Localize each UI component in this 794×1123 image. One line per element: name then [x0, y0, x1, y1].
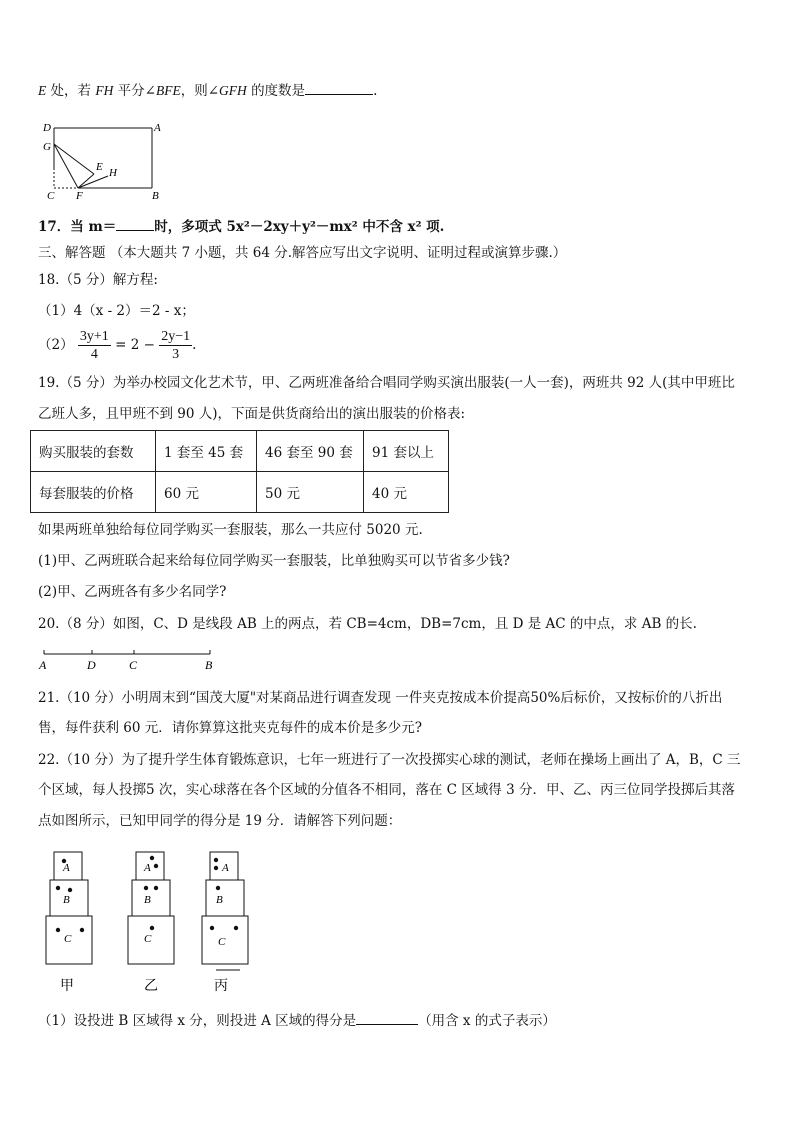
table-cell: 46 套至 90 套	[257, 431, 364, 472]
question-21-line2: 售，每件获利 60 元．请你算算这批夹克每件的成本价是多少元?	[38, 720, 422, 736]
table-cell: 91 套以上	[364, 431, 449, 472]
point-e-label: E	[38, 83, 47, 98]
fig-label-g: G	[43, 141, 51, 153]
segment-figure	[36, 648, 226, 674]
label-b: B	[63, 894, 70, 906]
section-3-heading: 三、解答题 （本大题共 7 小题，共 64 分.解答应写出文字说明、证明过程或演算步骤.）	[38, 245, 567, 261]
label-a: A	[144, 862, 151, 874]
label-c: C	[64, 933, 72, 945]
fig-label-c: C	[47, 190, 55, 202]
name-bing: 丙	[214, 979, 228, 994]
target-bing	[202, 852, 248, 970]
rectangle-fold-figure	[36, 116, 166, 202]
label-a: A	[222, 862, 229, 874]
question-19-line2: 乙班人多，且甲班不到 90 人)，下面是供货商给出的演出服装的价格表:	[38, 406, 466, 422]
target-jia	[46, 852, 92, 964]
answer-blank[interactable]	[305, 80, 373, 95]
throw-targets-figure	[40, 846, 280, 998]
fig-label-e: E	[96, 161, 103, 173]
target-yi	[128, 852, 174, 964]
question-22-line1: 22.（10 分）为了提升学生体育锻炼意识，七年一班进行了一次投掷实心球的测试，老师在操场上画出了 A，B，C 三	[38, 752, 741, 768]
answer-blank[interactable]	[116, 216, 154, 231]
price-table	[30, 430, 449, 513]
fig-label-b: B	[152, 190, 159, 202]
table-cell: 40 元	[364, 472, 449, 513]
seg-label-a: A	[39, 658, 47, 672]
question-19-line3: 如果两班单独给每位同学购买一套服装，那么一共应付 5020 元.	[38, 522, 423, 538]
fraction-2: $\frac{2y-1}{3}$	[161, 329, 191, 362]
label-b: B	[144, 894, 151, 906]
answer-blank[interactable]	[356, 1010, 418, 1025]
fig-label-a: A	[154, 122, 161, 134]
question-18-part1: （1）4（x - 2）＝2 - x；	[38, 303, 195, 319]
fig-label-h: H	[109, 167, 117, 179]
table-row	[31, 431, 449, 472]
question-17: 17．当 m＝ 时，多项式 5x²－2xy＋y²－mx² 中不含 x² 项.	[38, 216, 444, 237]
question-22-sub1: （1）设投进 B 区域得 x 分，则投进 A 区域的得分是 （用含 x 的式子表示）	[38, 1010, 556, 1031]
question-20: 20.（8 分）如图，C、D 是线段 AB 上的两点，若 CB=4cm，DB=7cm，且 D 是 AC 的中点，求 AB 的长.	[38, 616, 697, 632]
table-cell: 每套服装的价格	[31, 472, 156, 513]
question-22-line3: 点如图所示，已知甲同学的得分是 19 分．请解答下列问题：	[38, 813, 402, 829]
table-cell: 1 套至 45 套	[156, 431, 257, 472]
table-row	[31, 472, 449, 513]
question-21-line1: 21.（10 分）小明周末到“国茂大厦"对某商品进行调查发现 一件夹克按成本价提高50%后标价，又按标价的八折出	[38, 690, 723, 706]
question-22-line2: 个区域，每人投掷5 次，实心球落在各个区域的分值各不相同，落在 C 区域得 3 分．甲、乙、丙三位同学投掷后其落	[38, 782, 735, 798]
question-18-title: 18.（5 分）解方程:	[38, 272, 158, 288]
label-b: B	[216, 894, 223, 906]
fig-label-f: F	[76, 190, 83, 202]
question-18-part2: （2） $\frac{3y+1}{4}$ = 2 − $\frac{2y-1}{3}$ .	[38, 329, 197, 362]
name-jia: 甲	[60, 979, 74, 994]
question-19-sub1: (1)甲、乙两班联合起来给每位同学购买一套服装，比单独购买可以节省多少钱?	[38, 553, 510, 569]
label-c: C	[144, 933, 152, 945]
seg-label-c: C	[129, 658, 138, 672]
seg-label-d: D	[87, 658, 96, 672]
table-cell: 60 元	[156, 472, 257, 513]
label-a: A	[63, 862, 70, 874]
label-c: C	[218, 936, 226, 948]
fraction-1: $\frac{3y+1}{4}$	[79, 329, 109, 362]
table-cell: 购买服装的套数	[31, 431, 156, 472]
q16-continuation: E 处，若 FH 平分∠BFE，则∠GFH 的度数是 .	[38, 80, 377, 101]
name-yi: 乙	[144, 979, 158, 994]
question-19-line1: 19.（5 分）为举办校园文化艺术节，甲、乙两班准备给合唱同学购买演出服装(一人一套)，两班共 92 人(其中甲班比	[38, 375, 735, 391]
seg-label-b: B	[205, 658, 213, 672]
question-19-sub2: (2)甲、乙两班各有多少名同学?	[38, 584, 227, 600]
table-cell: 50 元	[257, 472, 364, 513]
fig-label-d: D	[43, 122, 51, 134]
